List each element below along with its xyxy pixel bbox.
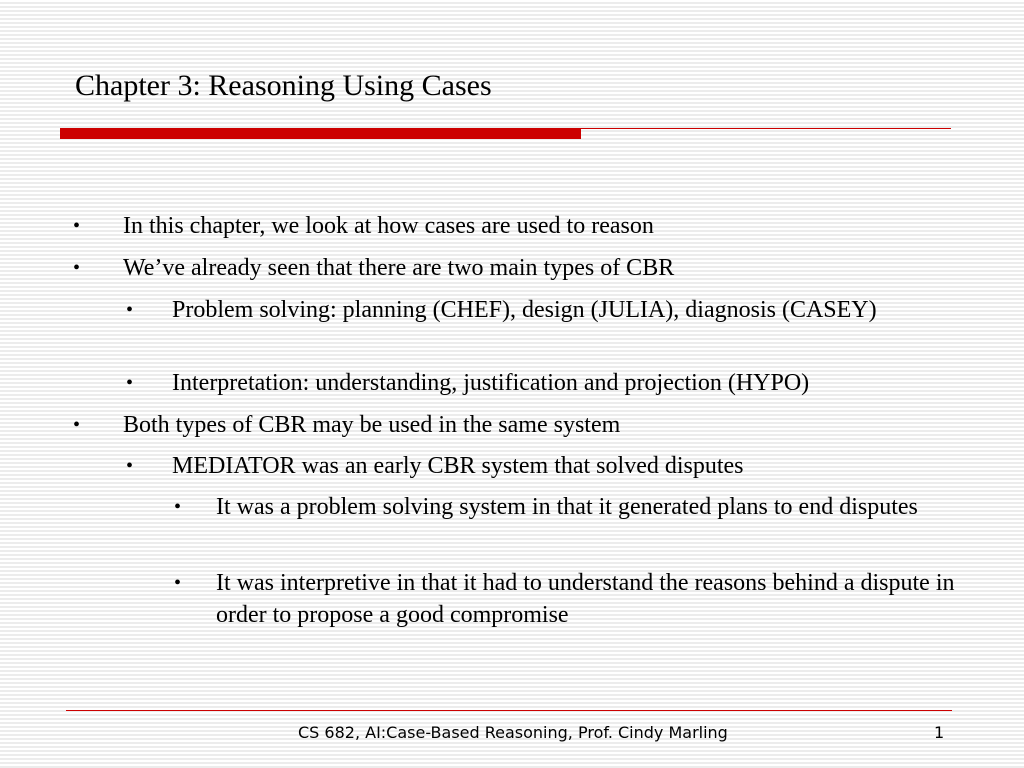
bullet-dot-icon: • [174, 496, 182, 518]
bullet-text: It was interpretive in that it had to understand the reasons behind a dispute in order to propose a good compromise [216, 570, 955, 628]
bullet-dot-icon: • [126, 455, 134, 477]
bullet-dot-icon: • [73, 414, 81, 436]
slide-number: 1 [934, 723, 945, 742]
sub-sub-bullet-item [174, 567, 986, 631]
bullet-dot-icon: • [73, 257, 81, 279]
bullet-text: In this chapter, we look at how cases are used to reason [123, 213, 654, 239]
bullet-item [73, 210, 983, 242]
bullet-item [73, 409, 983, 441]
sub-bullet-item [126, 450, 972, 482]
footer-text: CS 682, AI:Case-Based Reasoning, Prof. Cindy Marling [298, 723, 728, 742]
bullet-item [73, 252, 983, 284]
sub-sub-bullet-item [174, 491, 986, 523]
bullet-dot-icon: • [126, 299, 134, 321]
bullet-text: Interpretation: understanding, justification and projection (HYPO) [172, 370, 810, 396]
footer-rule [66, 710, 952, 711]
slide-title: Chapter 3: Reasoning Using Cases [75, 69, 492, 102]
bullet-text: We’ve already seen that there are two main types of CBR [123, 255, 675, 281]
bullet-text: MEDIATOR was an early CBR system that solved disputes [172, 453, 744, 479]
bullet-dot-icon: • [73, 215, 81, 237]
bullet-text: Problem solving: planning (CHEF), design (JULIA), diagnosis (CASEY) [172, 297, 877, 323]
bullet-text: It was a problem solving system in that it generated plans to end disputes [216, 494, 918, 520]
bullet-dot-icon: • [126, 372, 134, 394]
sub-bullet-item [126, 367, 972, 399]
bullet-text: Both types of CBR may be used in the same system [123, 412, 621, 438]
bullet-dot-icon: • [174, 572, 182, 594]
sub-bullet-item [126, 294, 972, 326]
